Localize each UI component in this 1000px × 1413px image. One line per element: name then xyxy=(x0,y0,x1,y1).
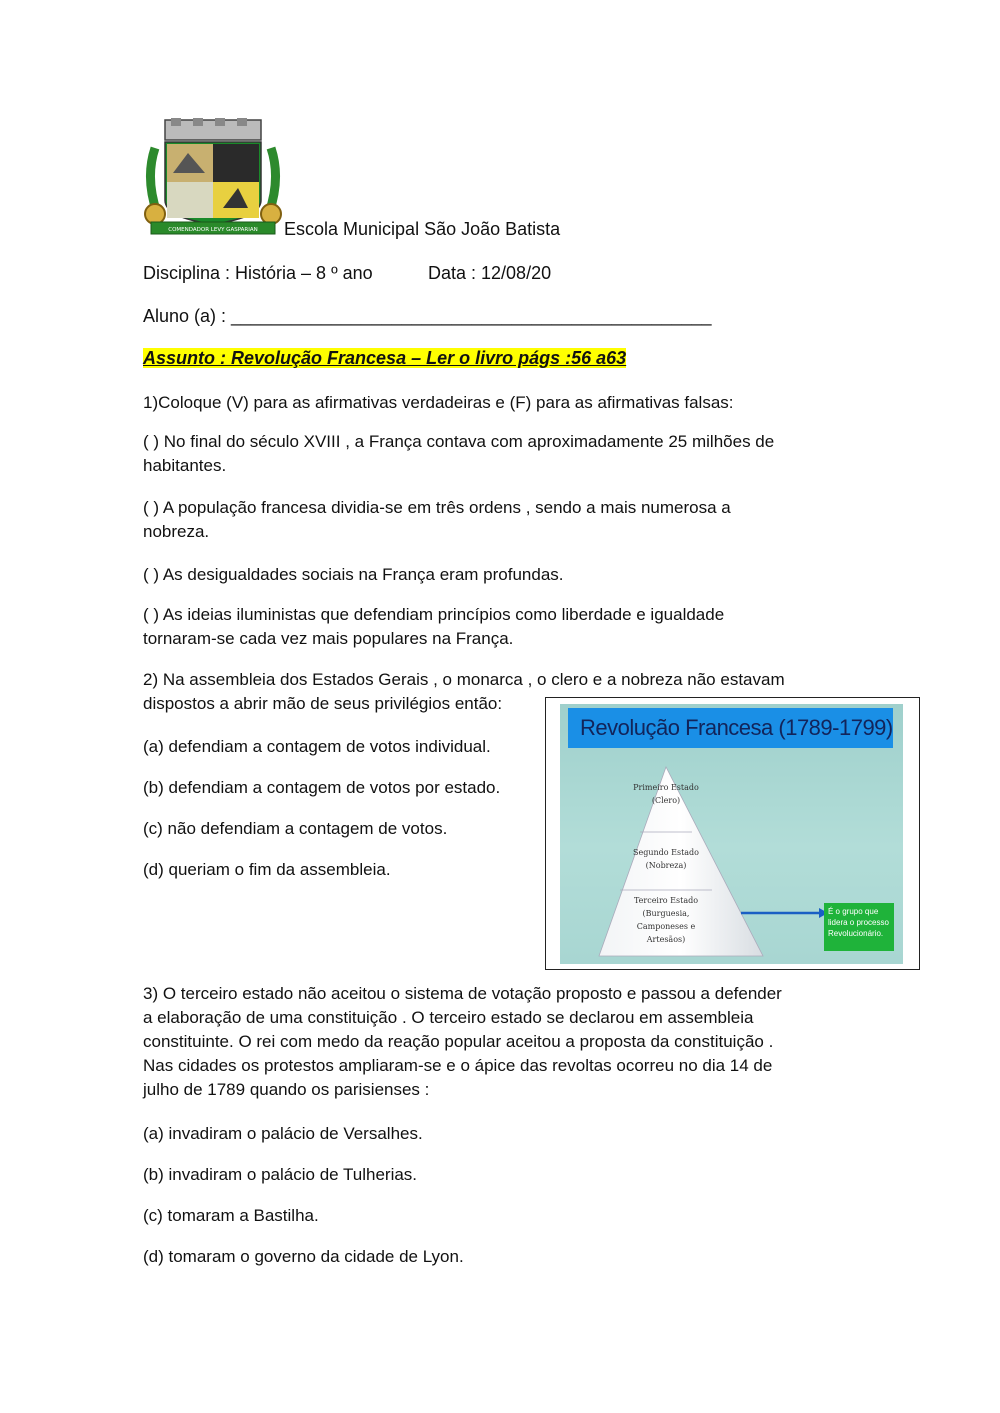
q1-item-4-line1: ( ) As ideias iluministas que defendiam princípios como liberdade e igualdade xyxy=(143,605,725,624)
q2-option-c: (c) não defendiam a contagem de votos. xyxy=(143,819,448,838)
q2-prompt-line1: 2) Na assembleia dos Estados Gerais , o monarca , o clero e a nobreza não estavam xyxy=(143,670,785,689)
second-estate-sub: (Nobreza) xyxy=(645,861,687,870)
q2-option-a: (a) defendiam a contagem de votos individual. xyxy=(143,737,491,756)
revolution-note: É o grupo que lidera o processo Revolucionário. xyxy=(824,903,894,951)
q2-option-b: (b) defendiam a contagem de votos por estado. xyxy=(143,778,501,797)
q2-prompt-line2: dispostos a abrir mão de seus privilégios então: xyxy=(143,694,503,713)
q1-item-4-line2: tornaram-se cada vez mais populares na França. xyxy=(143,629,514,648)
q1-prompt: 1)Coloque (V) para as afirmativas verdadeiras e (F) para as afirmativas falsas: xyxy=(143,393,734,412)
third-estate-sub-3: Artesãos) xyxy=(646,935,686,944)
slide-title: Revolução Francesa (1789-1799) xyxy=(568,708,893,748)
third-estate-sub-1: (Burguesia, xyxy=(642,909,690,918)
estates-figure xyxy=(545,697,920,970)
q1-item-2-line2: nobreza. xyxy=(143,522,210,541)
q3-option-d: (d) tomaram o governo da cidade de Lyon. xyxy=(143,1247,464,1266)
q1-item-3 xyxy=(143,563,863,587)
q3-line-4: Nas cidades os protestos ampliaram-se e o ápice das revoltas ocorreu no dia 14 de xyxy=(143,1056,773,1075)
q1-item-1-line2: habitantes. xyxy=(143,456,227,475)
q3-prompt xyxy=(143,982,873,1102)
q1-item-2-line1: ( ) A população francesa dividia-se em três ordens , sendo a mais numerosa a xyxy=(143,498,731,517)
first-estate-label: Primeiro Estado xyxy=(633,783,699,792)
third-estate-label: Terceiro Estado xyxy=(633,896,699,905)
crest-banner-text: COMENDADOR LEVY GASPARIAN xyxy=(168,227,258,233)
q1-item-3-line1: ( ) As desigualdades sociais na França eram profundas. xyxy=(143,565,564,584)
third-estate-sub-2: Camponeses e xyxy=(636,922,696,931)
q1-item-4 xyxy=(143,603,863,651)
q3-line-5: julho de 1789 quando os parisienses : xyxy=(143,1080,430,1099)
school-name: Escola Municipal São João Batista xyxy=(284,219,561,239)
first-estate-sub: (Clero) xyxy=(651,796,681,805)
q3-option-b: (b) invadiram o palácio de Tulherias. xyxy=(143,1165,418,1184)
q3-line-3: constituinte. O rei com medo da reação popular aceitou a proposta da constituição . xyxy=(143,1032,774,1051)
second-estate-label: Segundo Estado xyxy=(633,848,699,857)
subject-title: Assunto : Revolução Francesa – Ler o livro págs :56 a63 xyxy=(143,348,627,368)
q3-line-2: a elaboração de uma constituição . O terceiro estado se declarou em assembleia xyxy=(143,1008,754,1027)
q2-option-d: (d) queriam o fim da assembleia. xyxy=(143,860,391,879)
estates-slide xyxy=(560,704,903,964)
student-field: Aluno (a) : ________________________________________________ xyxy=(143,306,712,326)
q1-item-1-line1: ( ) No final do século XVIII , a França contava com aproximadamente 25 milhões de xyxy=(143,432,775,451)
q1-item-1 xyxy=(143,430,863,478)
q3-line-1: 3) O terceiro estado não aceitou o sistema de votação proposto e passou a defender xyxy=(143,984,782,1003)
q3-option-a: (a) invadiram o palácio de Versalhes. xyxy=(143,1124,423,1143)
discipline-label: Disciplina : História – 8 º ano xyxy=(143,263,373,283)
q1-item-2 xyxy=(143,496,863,544)
school-crest xyxy=(143,118,283,236)
date-label: Data : 12/08/20 xyxy=(428,263,552,283)
q3-option-c: (c) tomaram a Bastilha. xyxy=(143,1206,319,1225)
